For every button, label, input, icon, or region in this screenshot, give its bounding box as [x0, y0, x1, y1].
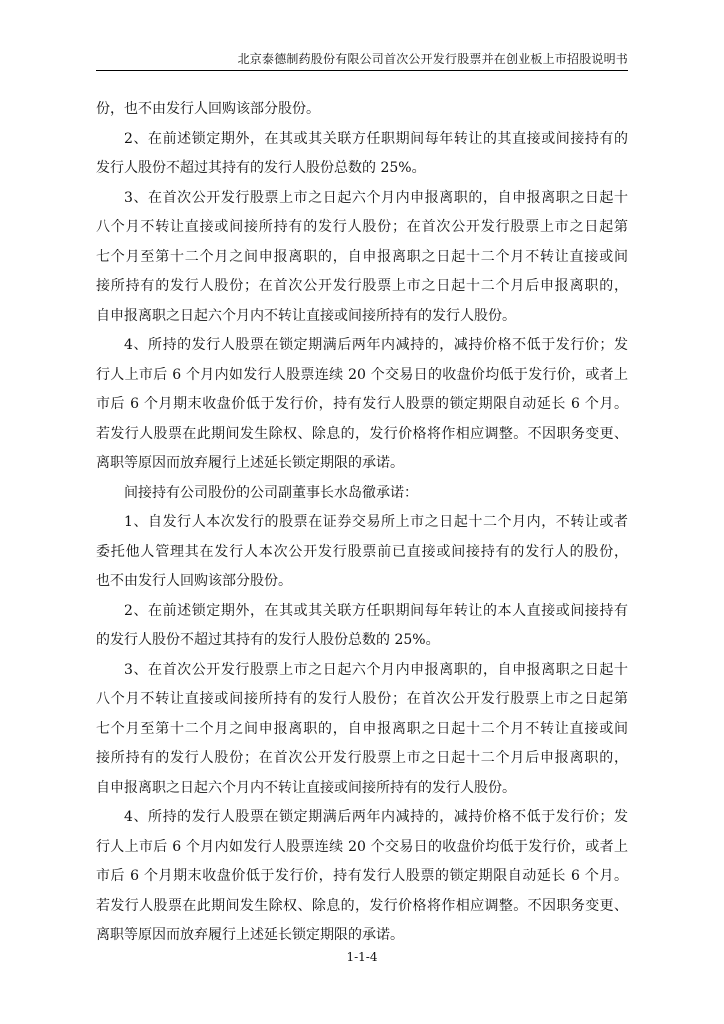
text-line: 也不由发行人回购该部分股份。: [96, 573, 292, 589]
text-line: 2、在前述锁定期外，在其或其关联方任职期间每年转让的其直接或间接持有的: [124, 130, 628, 147]
text-line: 自申报离职之日起六个月内不转让直接或间接所持有的发行人股份。: [96, 779, 516, 796]
text-line: 八个月不转让直接或间接所持有的发行人股份；在首次公开发行股票上市之日起第: [96, 691, 628, 707]
text-line: 八个月不转让直接或间接所持有的发行人股份；在首次公开发行股票上市之日起第: [96, 219, 628, 235]
text-line: 委托他人管理其在发行人本次公开发行股票前已直接或间接持有的发行人的股份，: [96, 543, 628, 560]
text-line: 3、在首次公开发行股票上市之日起六个月内申报离职的，自申报离职之日起十: [124, 189, 628, 206]
text-line: 接所持有的发行人股份；在首次公开发行股票上市之日起十二个月后申报离职的，: [96, 750, 628, 766]
text-line: 市后 6 个月期末收盘价低于发行价，持有发行人股票的锁定期限自动延长 6 个月。: [96, 868, 628, 884]
text-line: 1、自发行人本次发行的股票在证券交易所上市之日起十二个月内，不转让或者: [124, 514, 628, 530]
text-line: 4、所持的发行人股票在锁定期满后两年内减持的，减持价格不低于发行价；发: [124, 809, 628, 825]
text-line: 2、在前述锁定期外，在其或其关联方任职期间每年转让的本人直接或间接持有: [124, 602, 628, 619]
header-title: 北京泰德制药股份有限公司首次公开发行股票并在创业板上市招股说明书: [237, 52, 628, 66]
text-line: 发行人股份不超过其持有的发行人股份总数的 25%。: [96, 160, 426, 176]
text-line: 行人上市后 6 个月内如发行人股票连续 20 个交易日的收盘价均低于发行价，或者上: [96, 366, 628, 383]
text-line: 若发行人股票在此期间发生除权、除息的，发行价格将作相应调整。不因职务变更、: [96, 897, 628, 914]
document-body: [96, 95, 628, 951]
page-number: 1-1-4: [346, 950, 378, 964]
text-line: 的发行人股份不超过其持有的发行人股份总数的 25%。: [96, 632, 440, 648]
text-line: 离职等原因而放弃履行上述延长锁定期限的承诺。: [96, 455, 404, 471]
text-line: 市后 6 个月期末收盘价低于发行价，持有发行人股票的锁定期限自动延长 6 个月。: [96, 396, 628, 412]
text-line: 间接持有公司股份的公司副董事长水岛徹承诺：: [124, 484, 418, 501]
text-line: 行人上市后 6 个月内如发行人股票连续 20 个交易日的收盘价均低于发行价，或者上: [96, 838, 628, 855]
text-line: 七个月至第十二个月之间申报离职的，自申报离职之日起十二个月不转让直接或间: [96, 720, 628, 737]
text-line: 离职等原因而放弃履行上述延长锁定期限的承诺。: [96, 927, 404, 943]
text-line: 自申报离职之日起六个月内不转让直接或间接所持有的发行人股份。: [96, 307, 516, 324]
text-line: 若发行人股票在此期间发生除权、除息的，发行价格将作相应调整。不因职务变更、: [96, 425, 628, 442]
text-line: 七个月至第十二个月之间申报离职的，自申报离职之日起十二个月不转让直接或间: [96, 248, 628, 265]
text-line: 份，也不由发行人回购该部分股份。: [96, 101, 320, 117]
page-header: [96, 52, 628, 71]
page-footer: [0, 950, 724, 964]
text-line: 3、在首次公开发行股票上市之日起六个月内申报离职的，自申报离职之日起十: [124, 661, 628, 678]
text-line: 接所持有的发行人股份；在首次公开发行股票上市之日起十二个月后申报离职的，: [96, 278, 628, 294]
text-line: 4、所持的发行人股票在锁定期满后两年内减持的，减持价格不低于发行价；发: [124, 337, 628, 353]
